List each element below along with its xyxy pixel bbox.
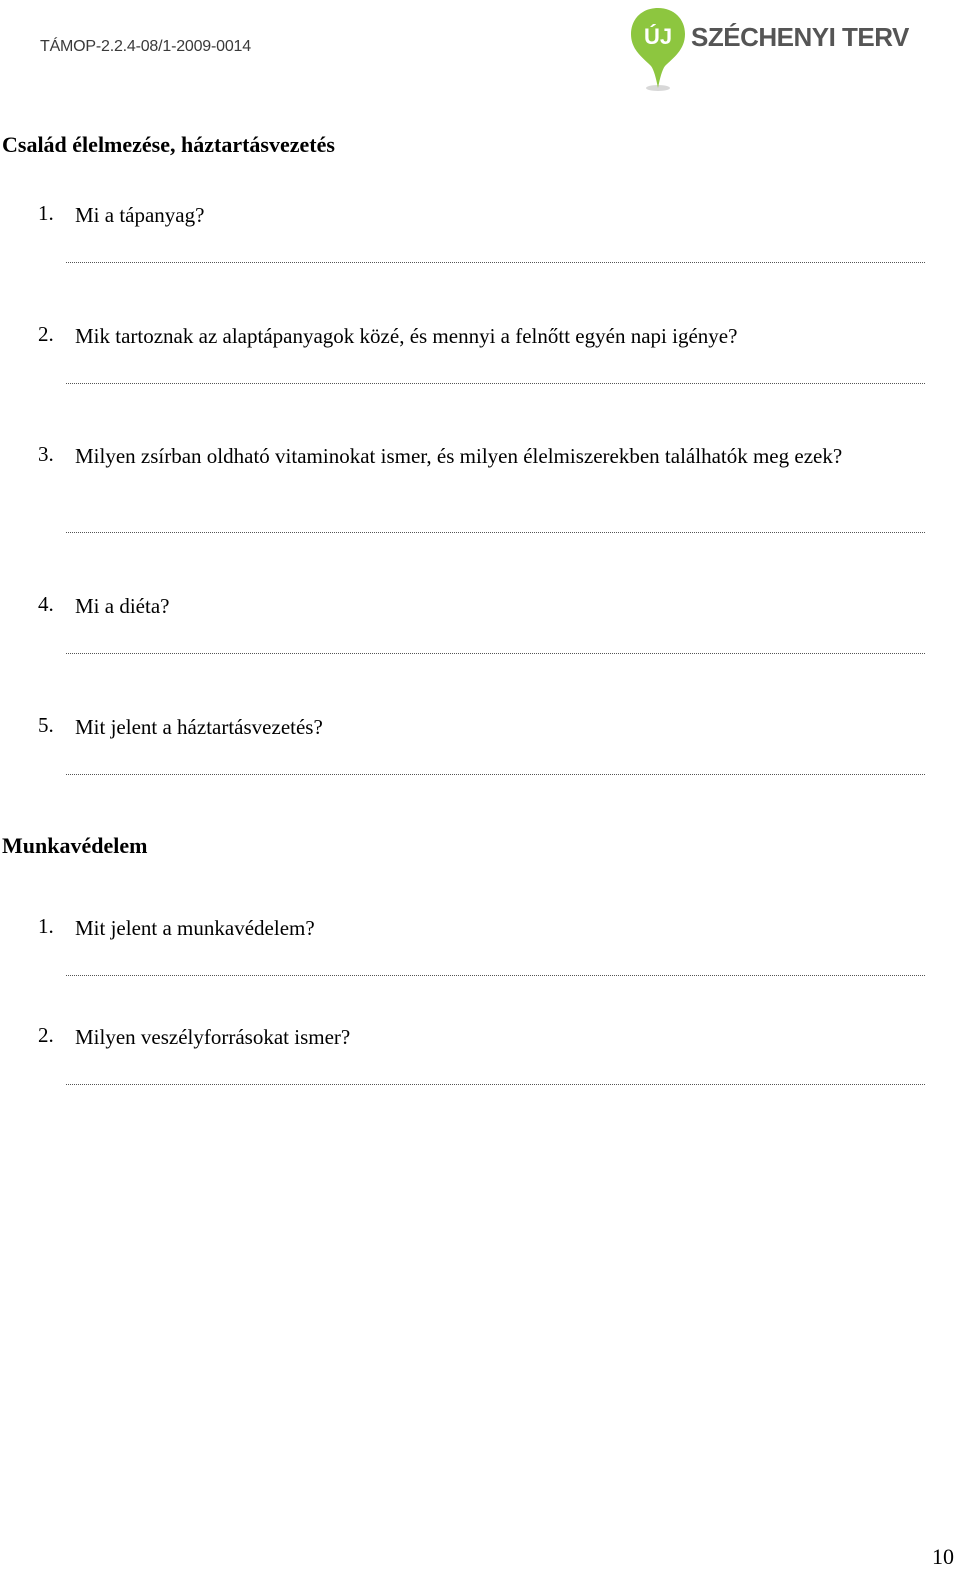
answer-line[interactable] xyxy=(66,774,925,775)
answer-line[interactable] xyxy=(66,383,925,384)
question-text: Mik tartoznak az alaptápanyagok közé, és mennyi a felnőtt egyén napi igénye? xyxy=(75,324,738,348)
question-number: 2. xyxy=(38,1023,54,1047)
logo-text: SZÉCHENYI TERV xyxy=(691,22,909,52)
szechenyi-terv-logo xyxy=(629,6,909,94)
question-text: Mit jelent a munkavédelem? xyxy=(75,916,315,940)
question-text: Mit jelent a háztartásvezetés? xyxy=(75,715,323,739)
question-text: Mi a diéta? xyxy=(75,594,170,618)
question-number: 5. xyxy=(38,713,54,737)
answer-line[interactable] xyxy=(66,1084,925,1085)
question-text: Milyen veszélyforrásokat ismer? xyxy=(75,1025,351,1049)
page-number: 10 xyxy=(932,1544,954,1569)
answer-line[interactable] xyxy=(66,532,925,533)
answer-line[interactable] xyxy=(66,262,925,263)
svg-text:ÚJ: ÚJ xyxy=(643,24,673,49)
question-number: 2. xyxy=(38,322,54,346)
map-pin-icon xyxy=(629,6,689,94)
question-number: 3. xyxy=(38,442,54,466)
question-text: Mi a tápanyag? xyxy=(75,203,205,227)
question-number: 1. xyxy=(38,201,54,225)
question-text: Milyen zsírban oldható vitaminokat ismer, és milyen élelmiszerekben találhatók meg ezek? xyxy=(75,444,843,468)
section-title: Munkavédelem xyxy=(2,833,148,858)
answer-line[interactable] xyxy=(66,653,925,654)
question-number: 1. xyxy=(38,914,54,938)
answer-line[interactable] xyxy=(66,975,925,976)
project-code: TÁMOP-2.2.4-08/1-2009-0014 xyxy=(40,38,251,55)
section-title: Család élelmezése, háztartásvezetés xyxy=(2,132,335,157)
question-number: 4. xyxy=(38,592,54,616)
